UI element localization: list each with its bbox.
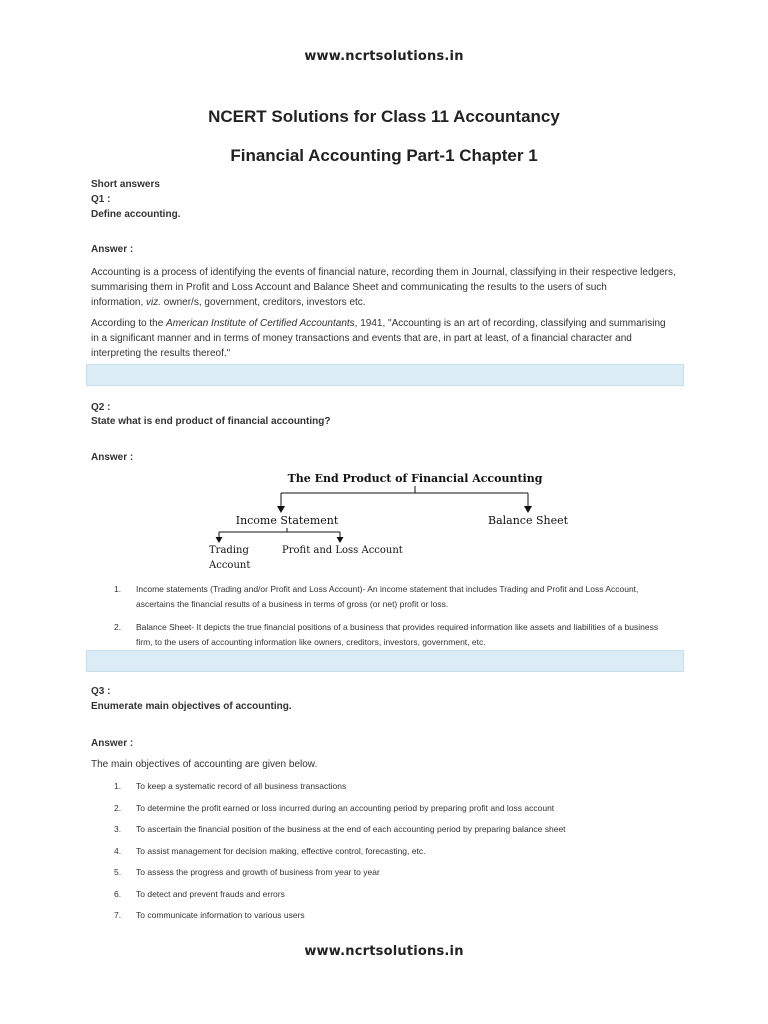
list-item-text: To ascertain the financial position of the business at the end of each accounting period by preparing balance sheet [136, 824, 566, 834]
q1-para2-line2: in a significant manner and in terms of money transactions and events that are, in part at least, of a financial character and [91, 333, 632, 344]
list-item-text: To assess the progress and growth of business from year to year [136, 867, 380, 877]
list-item [114, 803, 694, 825]
list-number: 1. [114, 584, 122, 594]
list-number: 6. [114, 888, 122, 899]
diagram-title: The End Product of Financial Accounting [287, 472, 543, 485]
list-number: 2. [114, 802, 122, 813]
list-item [114, 620, 694, 650]
q1-para2-org: American Institute of Certified Accountants [166, 318, 355, 329]
q3-label: Q3 : [91, 686, 111, 697]
arrow-down-icon [337, 537, 344, 543]
q2-answer-label: Answer : [91, 452, 134, 463]
list-number: 2. [114, 622, 122, 632]
chapter-title: Financial Accounting Part-1 Chapter 1 [230, 146, 538, 165]
q1-para1-line1: Accounting is a process of identifying the events of financial nature, recording them in Journal, classifying in their respective ledgers, [91, 267, 676, 278]
diagram-account: Account [209, 560, 251, 571]
list-item [114, 910, 694, 932]
list-item [114, 824, 694, 846]
separator-band-2 [86, 650, 684, 672]
q2-item2-line1: Balance Sheet- It depicts the true financial positions of a business that provides required information like assets and liabilities of a business [136, 622, 659, 632]
q1-para2-b: , 1941, "Accounting is an art of recording, classifying and summarising [354, 318, 666, 329]
list-number: 1. [114, 781, 122, 791]
list-number: 4. [114, 845, 122, 856]
footer-site-url[interactable]: www.ncrtsolutions.in [304, 944, 464, 959]
diagram-profit-loss: Profit and Loss Account [282, 545, 403, 556]
q1-question: Define accounting. [91, 209, 181, 220]
header-site-url[interactable]: www.ncrtsolutions.in [304, 49, 464, 64]
diagram-income-statement: Income Statement [235, 514, 339, 527]
q1-para1-line3a: information, [91, 297, 147, 308]
diagram-balance-sheet: Balance Sheet [487, 514, 569, 527]
q2-question: State what is end product of financial accounting? [91, 416, 331, 427]
arrow-down-icon [277, 506, 285, 513]
list-item-text: To communicate information to various users [136, 910, 305, 920]
list-item-text: To detect and prevent frauds and errors [136, 888, 285, 899]
list-number: 5. [114, 867, 122, 877]
q3-question: Enumerate main objectives of accounting. [91, 701, 292, 712]
list-item [114, 582, 694, 612]
q2-label: Q2 : [91, 402, 111, 413]
list-number: 3. [114, 824, 122, 834]
q1-para1-line3b: owner/s, government, creditors, investors etc. [161, 297, 366, 308]
q2-item1-line2: ascertains the financial results of a business in terms of gross (or net) profit or loss. [136, 599, 449, 609]
q2-item2-line2: firm, to the users of accounting information like owners, creditors, investors, government, etc. [136, 637, 486, 647]
q2-list [114, 582, 694, 650]
list-item [114, 889, 694, 911]
q1-para2-line3: interpreting the results thereof." [91, 348, 231, 359]
list-item-text: To determine the profit earned or loss incurred during an accounting period by preparing profit and loss account [136, 802, 555, 813]
list-item [114, 867, 694, 889]
q1-answer-label: Answer : [91, 244, 134, 255]
list-item [114, 846, 694, 868]
list-item-text: To assist management for decision making, effective control, forecasting, etc. [136, 845, 426, 856]
list-number: 7. [114, 910, 122, 920]
q3-intro: The main objectives of accounting are given below. [91, 759, 318, 770]
q2-item1-line1: Income statements (Trading and/or Profit and Loss Account)- An income statement that includes Trading and Profit and Loss Account, [136, 584, 639, 594]
q1-viz: viz. [146, 297, 162, 308]
q1-label: Q1 : [91, 194, 111, 205]
arrow-down-icon [524, 506, 532, 513]
page-title: NCERT Solutions for Class 11 Accountancy [208, 107, 560, 126]
end-product-diagram [195, 468, 595, 578]
q1-para1-line2: summarising them in Profit and Loss Account and Balance Sheet and communicating the results to the users of such [91, 282, 607, 293]
list-item-text: To keep a systematic record of all business transactions [136, 781, 347, 791]
separator-band-1 [86, 364, 684, 386]
q1-paragraph-2 [91, 316, 691, 361]
section-label: Short answers [91, 179, 160, 190]
q1-paragraph-1 [91, 265, 691, 310]
diagram-trading: Trading [209, 545, 249, 556]
arrow-down-icon [216, 537, 223, 543]
q1-para2-a: According to the [91, 318, 167, 329]
q3-list [114, 781, 694, 932]
q3-answer-label: Answer : [91, 738, 134, 749]
list-item [114, 781, 694, 803]
